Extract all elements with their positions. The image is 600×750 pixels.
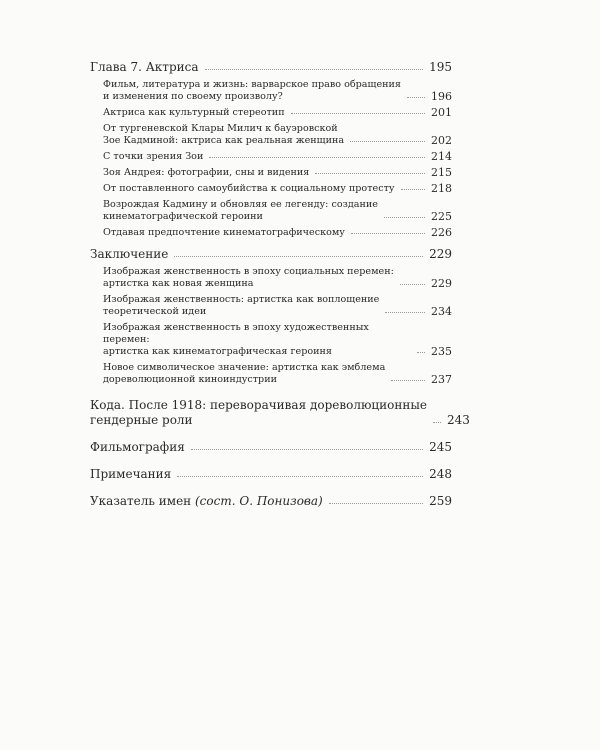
toc-chapter-title: Примечания <box>90 467 172 481</box>
toc-index <box>90 494 452 509</box>
toc-title-line: Зоя Андрея: фотографии, сны и видения <box>103 167 310 178</box>
toc-chapter-title: Фильмография <box>90 440 185 454</box>
toc-title-line: и изменения по своему произволу? <box>103 91 283 102</box>
toc-title-line: Изображая женственность: артистка как воплощение <box>103 294 380 305</box>
toc-page-number: 234 <box>431 305 452 318</box>
toc-title-line: От поставленного самоубийства к социальному протесту <box>103 183 395 194</box>
toc-subsection <box>90 123 452 147</box>
dot-leader <box>401 189 425 190</box>
toc-subsection <box>90 266 452 290</box>
toc-filmography <box>90 440 452 455</box>
toc-title-line: Возрождая Кадмину и обновляя ее легенду: создание <box>103 199 378 210</box>
dot-leader <box>391 380 425 381</box>
conclusion-subsections <box>90 266 452 386</box>
toc-title-line: Кода. После 1918: переворачивая дореволюционные <box>90 398 427 412</box>
toc-page-number: 196 <box>431 90 452 103</box>
toc-subsection <box>90 167 452 179</box>
toc-page-number: 235 <box>431 345 452 358</box>
dot-leader <box>417 352 425 353</box>
toc-subsection-title <box>103 227 345 239</box>
toc-subsection <box>90 322 452 358</box>
table-of-contents <box>90 60 470 509</box>
toc-subsection-title <box>103 123 344 147</box>
toc-page-number: 225 <box>431 210 452 223</box>
toc-page-number: 226 <box>431 226 452 239</box>
toc-conclusion <box>90 247 452 262</box>
toc-subsection-title <box>103 199 378 223</box>
dot-leader <box>433 422 441 423</box>
toc-page-number: 214 <box>431 150 452 163</box>
toc-page-number: 215 <box>431 166 452 179</box>
dot-leader <box>209 157 425 158</box>
toc-title-line: дореволюционной киноиндустрии <box>103 374 277 385</box>
toc-page-number: 218 <box>431 182 452 195</box>
dot-leader <box>351 233 425 234</box>
dot-leader <box>385 312 425 313</box>
toc-coda <box>90 398 470 428</box>
toc-subsection-title <box>103 294 379 318</box>
dot-leader <box>350 141 425 142</box>
toc-subsection <box>90 183 452 195</box>
toc-title-line: Актриса как культурный стереотип <box>103 107 285 118</box>
toc-page-number: 245 <box>429 440 452 454</box>
toc-title-line: Новое символическое значение: артистка как эмблема <box>103 362 386 373</box>
toc-title-line: теоретической идеи <box>103 306 207 317</box>
toc-subsection-title <box>103 107 285 119</box>
toc-subsection-title <box>103 266 394 290</box>
toc-chapter-title <box>90 398 427 428</box>
toc-title-line: С точки зрения Зои <box>103 151 204 162</box>
chapter-7-subsections <box>90 79 452 239</box>
toc-notes <box>90 467 452 482</box>
dot-leader <box>407 97 425 98</box>
toc-title-text: Указатель имен <box>90 494 192 508</box>
toc-page-number: 243 <box>447 413 470 427</box>
toc-subsection <box>90 362 452 386</box>
dot-leader <box>400 284 425 285</box>
toc-page-number: 229 <box>429 247 452 261</box>
dot-leader <box>191 449 423 450</box>
toc-page-number: 229 <box>431 277 452 290</box>
toc-subsection <box>90 107 452 119</box>
toc-page-number: 237 <box>431 373 452 386</box>
toc-title-compiler: (сост. О. Понизова) <box>195 494 323 508</box>
toc-title-line: Фильм, литература и жизнь: варварское право обращения <box>103 79 401 90</box>
toc-chapter-title: Глава 7. Актриса <box>90 60 199 74</box>
dot-leader <box>174 256 423 257</box>
dot-leader <box>329 503 423 504</box>
toc-title-line: кинематографической героини <box>103 211 263 222</box>
toc-subsection-title <box>103 151 203 163</box>
toc-chapter-7 <box>90 60 452 75</box>
dot-leader <box>384 217 425 218</box>
toc-chapter-title: Заключение <box>90 247 169 261</box>
toc-page-number: 195 <box>429 60 452 74</box>
toc-subsection <box>90 294 452 318</box>
toc-title-line: гендерные роли <box>90 413 193 427</box>
dot-leader <box>205 69 424 70</box>
toc-page-number: 248 <box>429 467 452 481</box>
toc-subsection-title <box>103 167 309 179</box>
toc-title-line: артистка как кинематографическая героиня <box>103 346 332 357</box>
toc-title-line: Зое Кадминой: актриса как реальная женщина <box>103 135 345 146</box>
toc-subsection-title <box>103 79 401 103</box>
toc-subsection <box>90 227 452 239</box>
toc-page-number: 201 <box>431 106 452 119</box>
dot-leader <box>291 113 425 114</box>
toc-title-line: Отдавая предпочтение кинематографическому <box>103 227 345 238</box>
toc-page-number: 202 <box>431 134 452 147</box>
toc-subsection <box>90 79 452 103</box>
toc-page-number: 259 <box>429 494 452 508</box>
toc-subsection-title <box>103 183 395 195</box>
dot-leader <box>315 173 425 174</box>
toc-subsection-title <box>103 322 411 358</box>
toc-subsection-title <box>103 362 385 386</box>
toc-title-line: артистка как новая женщина <box>103 278 254 289</box>
toc-title-line: Изображая женственность в эпоху художественных перемен: <box>103 322 369 345</box>
toc-title-line: От тургеневской Клары Милич к бауэровской <box>103 123 338 134</box>
dot-leader <box>177 476 423 477</box>
toc-title-line: Изображая женственность в эпоху социальных перемен: <box>103 266 394 277</box>
toc-subsection <box>90 151 452 163</box>
toc-chapter-title <box>90 494 323 509</box>
toc-subsection <box>90 199 452 223</box>
